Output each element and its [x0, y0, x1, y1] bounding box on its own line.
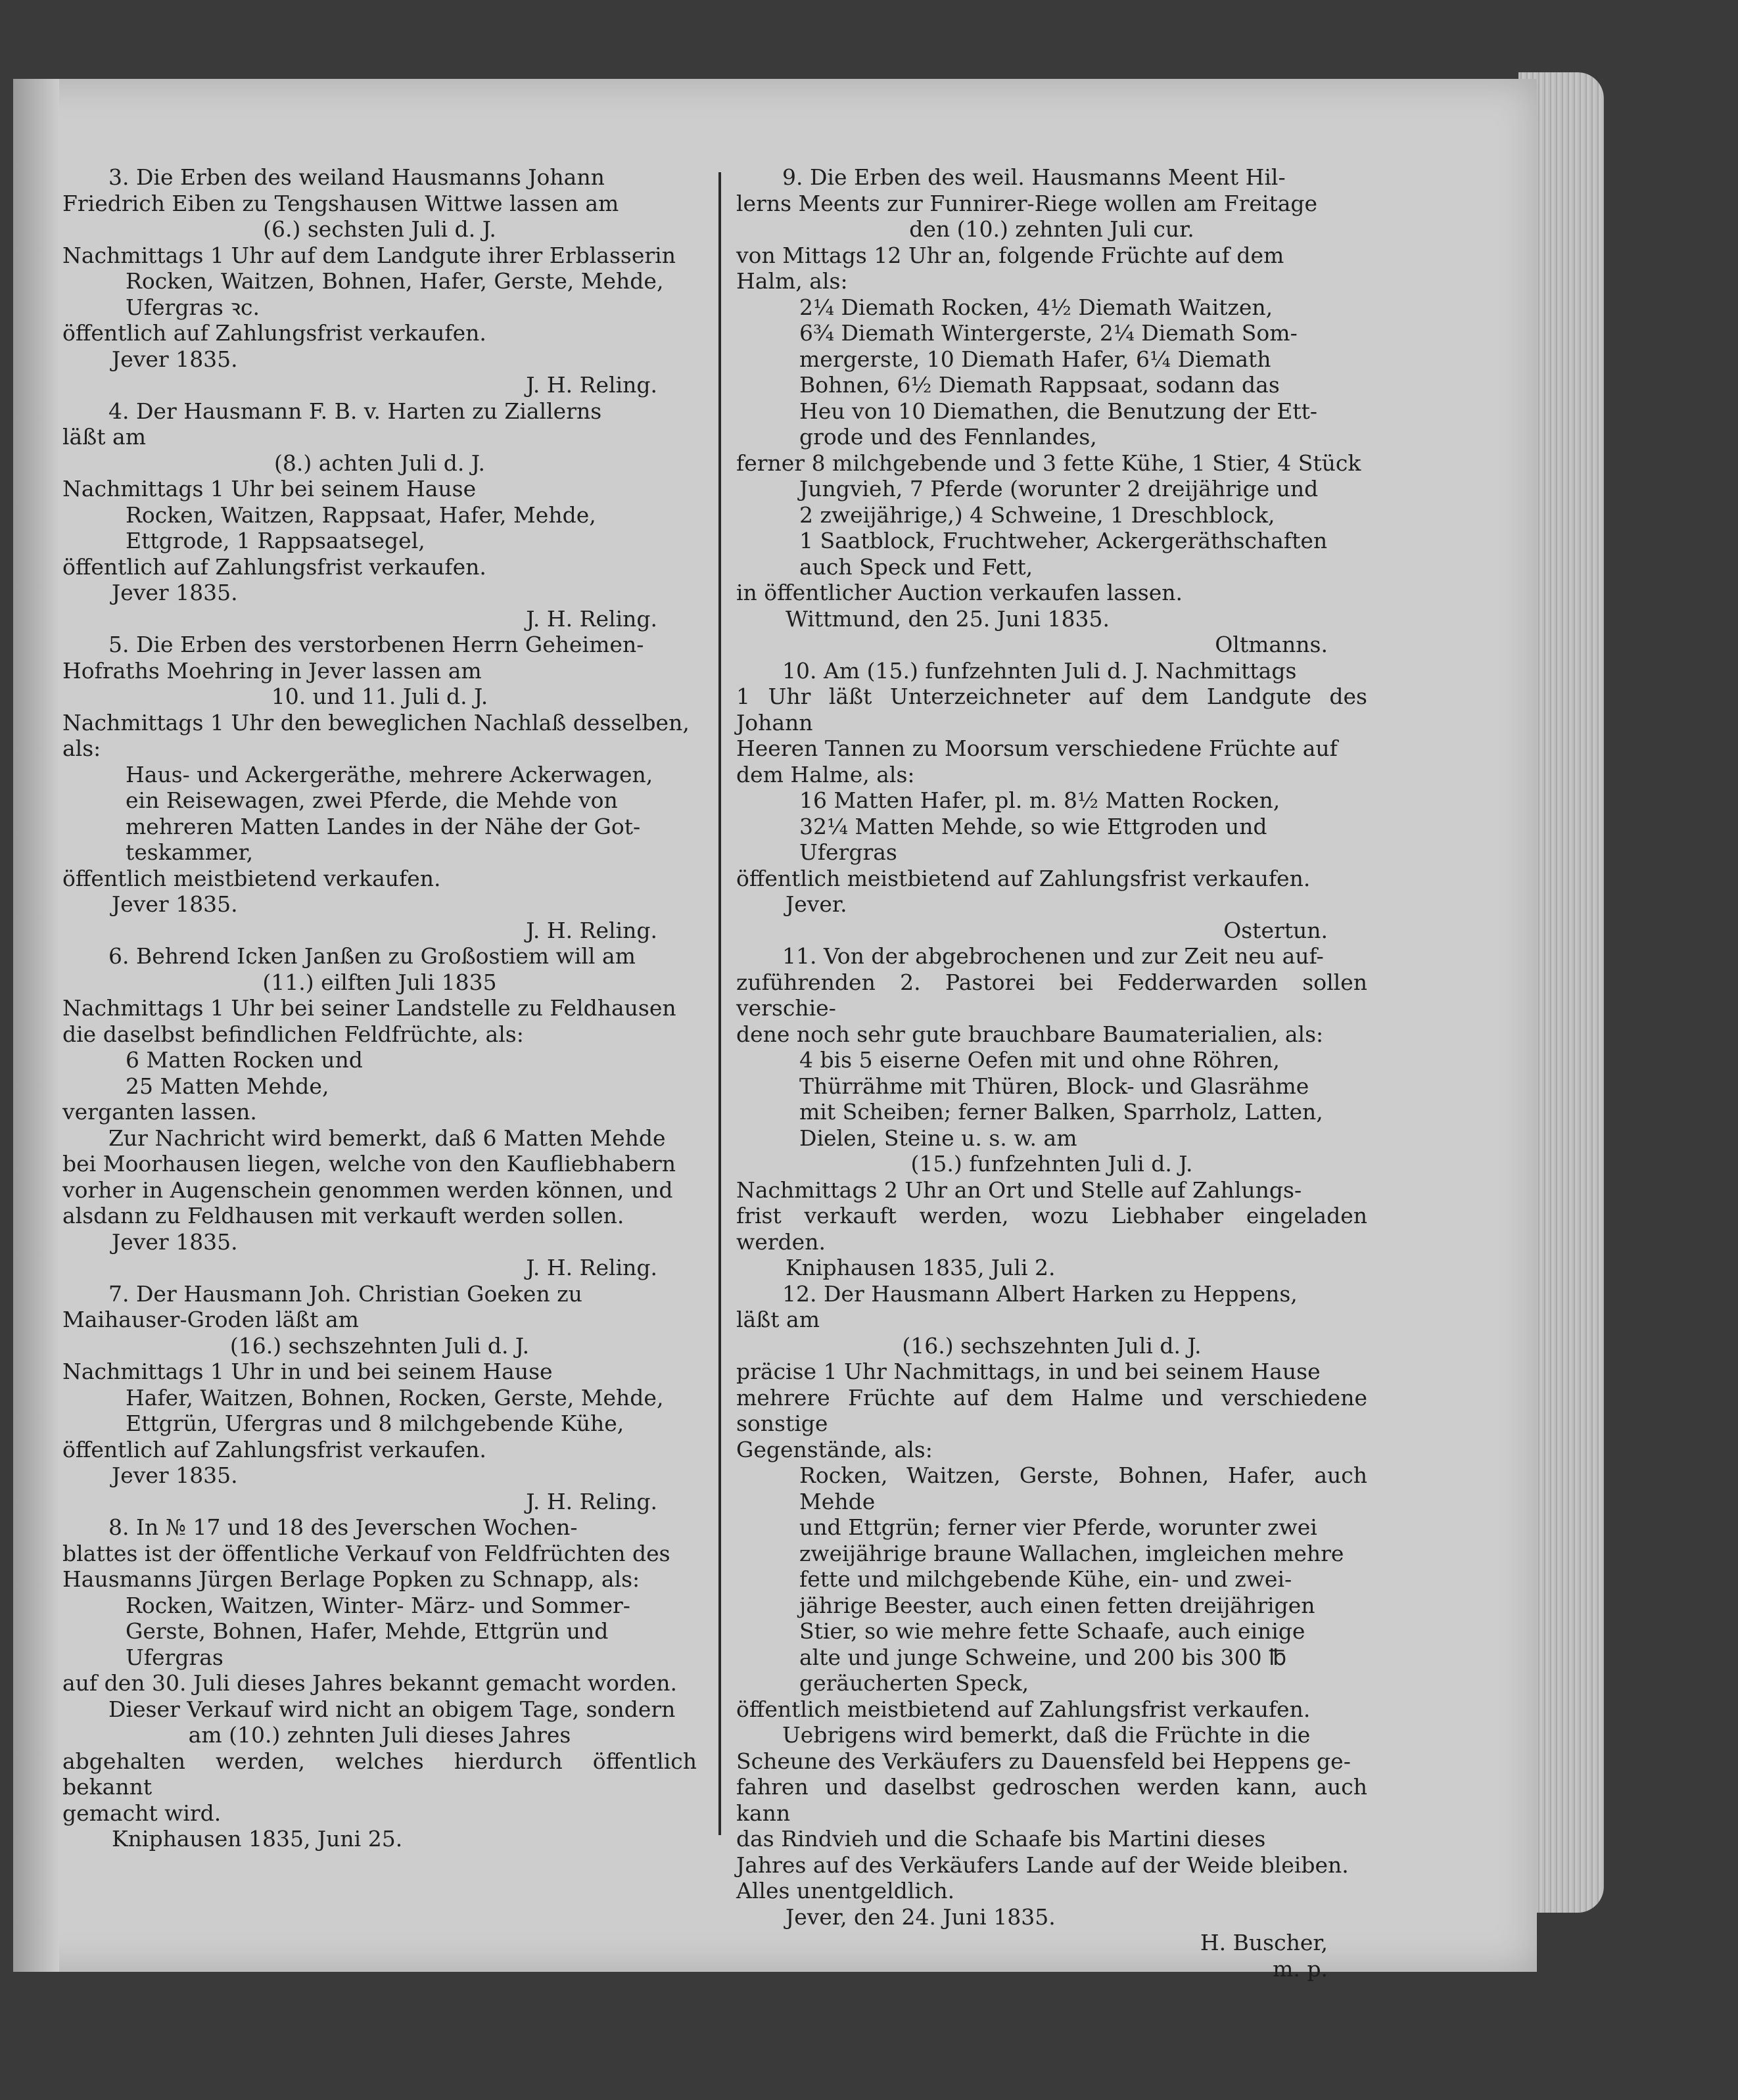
right-text-line: und Ettgrün; ferner vier Pferde, worunter zwei: [799, 1514, 1317, 1540]
left-text-line: Jever 1835.: [112, 1228, 238, 1255]
left-text-line: öffentlich auf Zahlungsfrist verkaufen.: [62, 1436, 486, 1462]
right-text-line: 32¼ Matten Mehde, so wie Ettgroden und: [799, 813, 1267, 839]
right-text-line: das Rindvieh und die Schaafe bis Martini dieses: [736, 1826, 1266, 1852]
right-text-line: 2 zweijährige,) 4 Schweine, 1 Dreschblock,: [799, 502, 1275, 528]
right-text-line: (15.) funfzehnten Juli d. J.: [910, 1151, 1193, 1177]
left-text-line: 5. Die Erben des verstorbenen Herrn Geheimen-: [108, 632, 644, 657]
left-text-line: Jever 1835.: [112, 891, 238, 917]
left-text-line: abgehalten werden, welches hierdurch öffentlich bekannt: [62, 1748, 697, 1800]
right-text-line: 12. Der Hausmann Albert Harken zu Heppens,: [782, 1280, 1298, 1307]
right-text-line: Oltmanns.: [1215, 632, 1328, 657]
left-text-line: 8. In № 17 und 18 des Jeverschen Wochen-: [108, 1514, 578, 1540]
column-divider: [718, 172, 721, 1835]
right-text-line: Ostertun.: [1223, 917, 1328, 943]
right-text-line: Bohnen, 6½ Diemath Rappsaat, sodann das: [799, 372, 1280, 398]
right-text-line: H. Buscher,: [1200, 1930, 1328, 1955]
left-text-line: Nachmittags 1 Uhr den beweglichen Nachlaß desselben,: [62, 709, 690, 735]
left-text-line: Maihauser-Groden läßt am: [62, 1307, 359, 1332]
right-text-line: Gegenstände, als:: [736, 1436, 933, 1462]
right-text-line: fette und milchgebende Kühe, ein- und zwei-: [799, 1566, 1292, 1592]
left-text-line: Nachmittags 1 Uhr bei seiner Landstelle zu Feldhausen: [62, 995, 676, 1021]
right-text-line: Stier, so wie mehre fette Schaafe, auch einige: [799, 1618, 1305, 1644]
left-text-line: Ettgrode, 1 Rappsaatsegel,: [126, 528, 425, 553]
right-text-line: lerns Meents zur Funnirer-Riege wollen am Freitage: [736, 190, 1318, 216]
right-text-line: m. p.: [1273, 1955, 1328, 1982]
left-text-line: Ettgrün, Ufergras und 8 milchgebende Kühe,: [126, 1411, 624, 1436]
left-text-line: Jever 1835.: [112, 1462, 238, 1488]
right-text-line: den (10.) zehnten Juli cur.: [909, 216, 1194, 242]
left-text-line: Nachmittags 1 Uhr bei seinem Hause: [62, 476, 477, 502]
left-text-line: bei Moorhausen liegen, welche von den Kaufliebhabern: [62, 1151, 676, 1177]
right-text-line: frist verkauft werden, wozu Liebhaber eingeladen werden.: [736, 1203, 1367, 1255]
right-text-line: dem Halme, als:: [736, 761, 915, 787]
left-text-line: Ufergras ꝛc.: [126, 294, 260, 320]
right-text-line: Heeren Tannen zu Moorsum verschiedene Früchte auf: [736, 735, 1338, 761]
page-gutter-shadow: [13, 79, 59, 1972]
right-text-line: jährige Beester, auch einen fetten dreijährigen: [799, 1592, 1315, 1618]
left-text-line: Hausmanns Jürgen Berlage Popken zu Schnapp, als:: [62, 1566, 640, 1592]
right-text-line: mergerste, 10 Diemath Hafer, 6¼ Diemath: [799, 346, 1271, 372]
left-column: [62, 164, 697, 1852]
left-text-line: Rocken, Waitzen, Bohnen, Hafer, Gerste, Mehde,: [126, 268, 664, 294]
left-text-line: J. H. Reling.: [526, 1255, 657, 1280]
right-text-line: Nachmittags 2 Uhr an Ort und Stelle auf Zahlungs-: [736, 1177, 1302, 1203]
left-text-line: 6. Behrend Icken Janßen zu Großostiem will am: [108, 943, 636, 969]
left-text-line: 6 Matten Rocken und: [126, 1047, 363, 1073]
right-text-line: Wittmund, den 25. Juni 1835.: [786, 605, 1110, 632]
left-text-line: (16.) sechszehnten Juli d. J.: [229, 1332, 530, 1359]
left-text-line: teskammer,: [126, 839, 254, 865]
right-text-line: von Mittags 12 Uhr an, folgende Früchte auf dem: [736, 242, 1284, 268]
right-text-line: Scheune des Verkäufers zu Dauensfeld bei Heppens ge-: [736, 1748, 1351, 1774]
right-text-line: grode und des Fennlandes,: [799, 424, 1097, 450]
left-text-line: (11.) eilften Juli 1835: [262, 969, 497, 995]
left-text-line: am (10.) zehnten Juli dieses Jahres: [188, 1722, 571, 1748]
right-text-line: 6¾ Diemath Wintergerste, 2¼ Diemath Som-: [799, 320, 1298, 346]
left-text-line: ein Reisewagen, zwei Pferde, die Mehde von: [126, 787, 618, 813]
left-text-line: (8.) achten Juli d. J.: [273, 450, 485, 476]
left-text-line: auf den 30. Juli dieses Jahres bekannt gemacht worden.: [62, 1670, 678, 1696]
left-text-line: öffentlich auf Zahlungsfrist verkaufen.: [62, 553, 486, 580]
left-text-line: (6.) sechsten Juli d. J.: [263, 216, 496, 242]
left-text-line: Zur Nachricht wird bemerkt, daß 6 Matten Mehde: [108, 1125, 666, 1151]
left-text-line: Gerste, Bohnen, Hafer, Mehde, Ettgrün und: [126, 1618, 609, 1644]
left-text-line: Haus- und Ackergeräthe, mehrere Ackerwagen,: [126, 761, 653, 787]
left-text-line: Nachmittags 1 Uhr in und bei seinem Hause: [62, 1359, 553, 1384]
left-text-line: Rocken, Waitzen, Winter- März- und Sommer-: [126, 1592, 630, 1618]
left-text-line: 4. Der Hausmann F. B. v. Harten zu Ziallerns: [108, 398, 602, 424]
left-text-line: Hofraths Moehring in Jever lassen am: [62, 657, 482, 684]
right-text-line: 9. Die Erben des weil. Hausmanns Meent Hil-: [782, 164, 1286, 190]
left-text-line: Nachmittags 1 Uhr auf dem Landgute ihrer Erblasserin: [62, 242, 676, 268]
right-text-line: öffentlich meistbietend auf Zahlungsfrist verkaufen.: [736, 1696, 1311, 1722]
left-text-line: vorher in Augenschein genommen werden können, und: [62, 1177, 673, 1203]
right-text-line: 4 bis 5 eiserne Oefen mit und ohne Röhren,: [799, 1047, 1280, 1073]
right-text-line: öffentlich meistbietend auf Zahlungsfrist verkaufen.: [736, 865, 1311, 891]
right-text-line: 10. Am (15.) funfzehnten Juli d. J. Nachmittags: [782, 657, 1297, 684]
right-text-line: 11. Von der abgebrochenen und zur Zeit neu auf-: [782, 943, 1324, 969]
left-text-line: als:: [62, 735, 101, 761]
right-text-line: zuführenden 2. Pastorei bei Fedderwarden sollen verschie-: [736, 969, 1367, 1021]
right-column: [736, 164, 1367, 1982]
left-text-line: J. H. Reling.: [526, 605, 657, 632]
left-text-line: mehreren Matten Landes in der Nähe der Got-: [126, 813, 641, 839]
right-text-line: ferner 8 milchgebende und 3 fette Kühe, 1 Stier, 4 Stück: [736, 450, 1361, 476]
right-text-line: mit Scheiben; ferner Balken, Sparrholz, Latten,: [799, 1099, 1323, 1125]
right-text-line: zweijährige braune Wallachen, imgleichen mehre: [799, 1540, 1344, 1566]
right-text-line: Heu von 10 Diemathen, die Benutzung der Ett-: [799, 398, 1318, 424]
right-text-line: präcise 1 Uhr Nachmittags, in und bei seinem Hause: [736, 1359, 1321, 1384]
right-text-line: alte und junge Schweine, und 200 bis 300 ℔: [799, 1644, 1287, 1670]
left-text-line: öffentlich meistbietend verkaufen.: [62, 865, 441, 891]
right-text-line: 1 Uhr läßt Unterzeichneter auf dem Landgute des Johann: [736, 684, 1367, 735]
right-text-line: Alles unentgeldlich.: [736, 1878, 955, 1903]
right-text-line: fahren und daselbst gedroschen werden kann, auch kann: [736, 1774, 1367, 1826]
left-text-line: Hafer, Waitzen, Bohnen, Rocken, Gerste, Mehde,: [126, 1384, 664, 1411]
right-text-line: läßt am: [736, 1307, 820, 1332]
right-text-line: Uebrigens wird bemerkt, daß die Früchte in die: [782, 1722, 1311, 1748]
left-text-line: Kniphausen 1835, Juni 25.: [112, 1826, 403, 1852]
right-text-line: 2¼ Diemath Rocken, 4½ Diemath Waitzen,: [799, 294, 1273, 320]
right-text-line: mehrere Früchte auf dem Halme und verschiedene sonstige: [736, 1384, 1367, 1436]
right-text-line: Jungvieh, 7 Pferde (worunter 2 dreijährige und: [799, 476, 1319, 502]
left-text-line: Dieser Verkauf wird nicht an obigem Tage, sondern: [108, 1696, 676, 1722]
right-text-line: Jever.: [786, 891, 847, 917]
right-text-line: in öffentlicher Auction verkaufen lassen.: [736, 580, 1183, 605]
left-text-line: Friedrich Eiben zu Tengshausen Wittwe lassen am: [62, 190, 619, 216]
right-text-line: geräucherten Speck,: [799, 1670, 1029, 1696]
left-text-line: läßt am: [62, 424, 146, 450]
left-text-line: blattes ist der öffentliche Verkauf von Feldfrüchten des: [62, 1540, 670, 1566]
right-text-line: Kniphausen 1835, Juli 2.: [786, 1255, 1056, 1280]
left-text-line: alsdann zu Feldhausen mit verkauft werden sollen.: [62, 1203, 624, 1228]
left-text-line: J. H. Reling.: [526, 917, 657, 943]
left-text-line: Rocken, Waitzen, Rappsaat, Hafer, Mehde,: [126, 502, 596, 528]
left-text-line: verganten lassen.: [62, 1099, 257, 1125]
right-text-line: 1 Saatblock, Fruchtweher, Ackergeräthschaften: [799, 528, 1328, 553]
right-text-line: dene noch sehr gute brauchbare Baumaterialien, als:: [736, 1021, 1324, 1047]
left-text-line: Jever 1835.: [112, 580, 238, 605]
left-text-line: J. H. Reling.: [526, 1488, 657, 1514]
left-text-line: gemacht wird.: [62, 1800, 222, 1826]
left-text-line: Ufergras: [126, 1644, 223, 1670]
right-text-line: Dielen, Steine u. s. w. am: [799, 1125, 1077, 1151]
left-text-line: 25 Matten Mehde,: [126, 1073, 329, 1099]
left-text-line: 3. Die Erben des weiland Hausmanns Johann: [108, 164, 605, 190]
right-text-line: Rocken, Waitzen, Gerste, Bohnen, Hafer, auch Mehde: [799, 1462, 1367, 1514]
left-text-line: die daselbst befindlichen Feldfrüchte, als:: [62, 1021, 524, 1047]
right-text-line: auch Speck und Fett,: [799, 553, 1033, 580]
left-text-line: J. H. Reling.: [526, 372, 657, 398]
right-text-line: Jever, den 24. Juni 1835.: [786, 1903, 1056, 1930]
right-text-line: 16 Matten Hafer, pl. m. 8½ Matten Rocken,: [799, 787, 1280, 813]
left-text-line: 10. und 11. Juli d. J.: [271, 684, 488, 709]
right-text-line: Ufergras: [799, 839, 897, 865]
left-text-line: öffentlich auf Zahlungsfrist verkaufen.: [62, 320, 486, 346]
right-text-line: Thürrähme mit Thüren, Block- und Glasrähme: [799, 1073, 1309, 1099]
left-text-line: 7. Der Hausmann Joh. Christian Goeken zu: [108, 1280, 582, 1307]
right-text-line: Halm, als:: [736, 268, 848, 294]
left-text-line: Jever 1835.: [112, 346, 238, 372]
right-text-line: (16.) sechszehnten Juli d. J.: [902, 1332, 1202, 1359]
right-text-line: Jahres auf des Verkäufers Lande auf der Weide bleiben.: [736, 1852, 1349, 1878]
